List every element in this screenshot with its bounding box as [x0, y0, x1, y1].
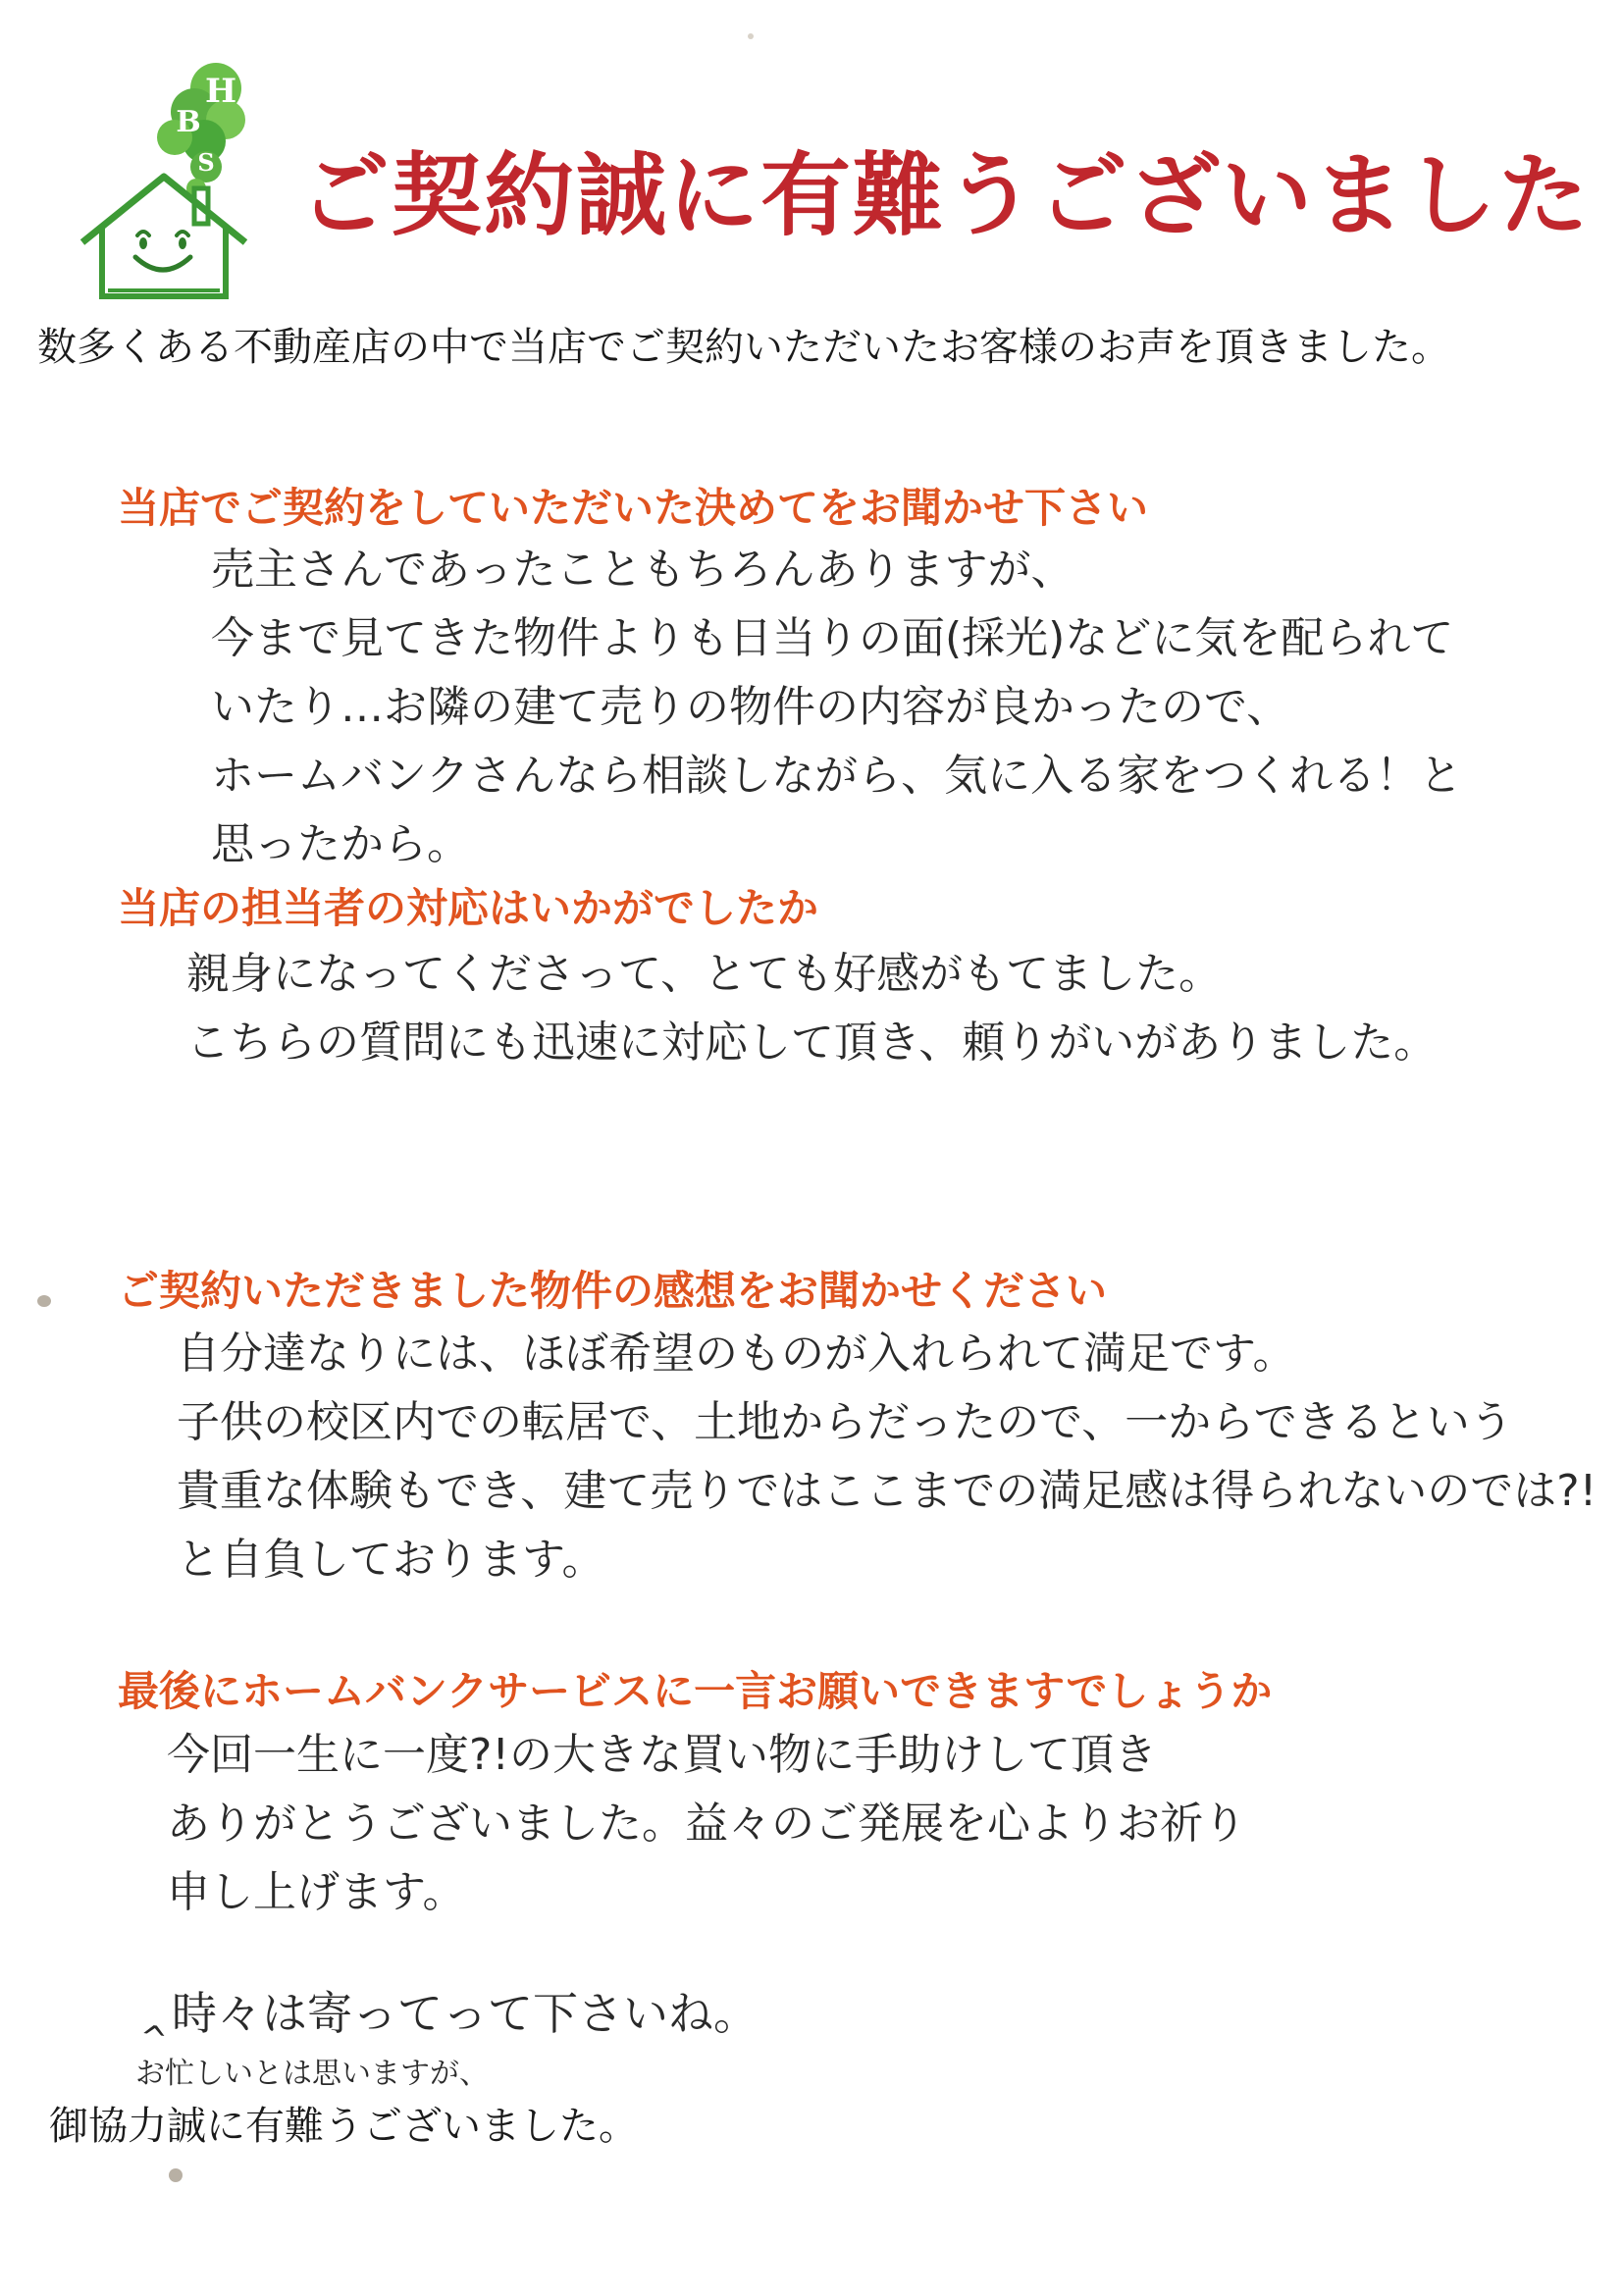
- scan-speck: [169, 2168, 183, 2182]
- answer-line: 思ったから。: [211, 819, 470, 869]
- question-heading-final-message: 最後にホームバンクサービスに一言お願いできますでしょうか: [118, 1667, 1273, 1715]
- company-logo: [79, 61, 250, 301]
- logo-letter-b: B: [176, 105, 201, 139]
- answer-line: ホームバンクさんなら相談しながら、気に入る家をつくれる！と: [211, 751, 1463, 801]
- handwritten-inserted-note: お忙しいとは思いますが、: [135, 2057, 489, 2091]
- answer-line: いたり…お隣の建て売りの物件の内容が良かったので、: [211, 682, 1290, 732]
- answer-line: 親身になってくださって、とても好感がもてました。: [186, 949, 1223, 999]
- smiling-house-icon: [82, 177, 245, 296]
- logo-letter-s: S: [197, 148, 215, 177]
- closing-thanks: 御協力誠に有難うございました。: [49, 2104, 638, 2149]
- question-heading-staff-response: 当店の担当者の対応はいかがでしたか: [118, 884, 819, 932]
- answer-line: 申し上げます。: [167, 1867, 466, 1917]
- answer-line: ありがとうございました。益々のご発展を心よりお祈り: [167, 1799, 1246, 1849]
- answer-line: 自分達なりには、ほぼ希望のものが入れられて満足です。: [177, 1329, 1296, 1379]
- answer-line: 貴重な体験もでき、建て売りではここまでの満足感は得られないのでは?!: [177, 1466, 1597, 1516]
- answer-final-message: [167, 1721, 1619, 1927]
- scan-speck: [748, 33, 754, 39]
- answer-line: 今回一生に一度?!の大きな買い物に手助けして頂き: [167, 1730, 1157, 1780]
- answer-line: 今まで見てきた物件よりも日当りの面(採光)などに気を配られて: [211, 613, 1454, 663]
- intro-text: 数多くある不動産店の中で当店でご契約いただいたお客様のお声を頂きました。: [37, 325, 1450, 370]
- answer-property-impression: [177, 1320, 1623, 1594]
- answer-line: と自負しております。: [177, 1535, 605, 1585]
- answer-staff-response: [186, 940, 1623, 1077]
- answer-line: 子供の校区内での転居で、土地からだったので、一からできるという: [177, 1397, 1513, 1447]
- scan-speck: [37, 1295, 51, 1307]
- answer-decision-reason: [211, 536, 1623, 879]
- answer-line: こちらの質問にも迅速に対応して頂き、頼りがいがありました。: [186, 1018, 1438, 1068]
- answer-line: 売主さんであったこともちろんありますが、: [211, 545, 1074, 595]
- insertion-caret-mark: ^: [136, 2017, 171, 2061]
- question-heading-decision-reason: 当店でご契約をしていただいた決めてをお聞かせ下さい: [118, 484, 1149, 532]
- page-title: ご契約誠に有難うございました: [299, 143, 1592, 248]
- handwritten-postscript: 時々は寄ってって下さいね。: [172, 1987, 759, 2040]
- question-heading-property-impression: ご契約いただきました物件の感想をお聞かせください: [118, 1267, 1108, 1315]
- logo-letter-h: H: [204, 72, 237, 111]
